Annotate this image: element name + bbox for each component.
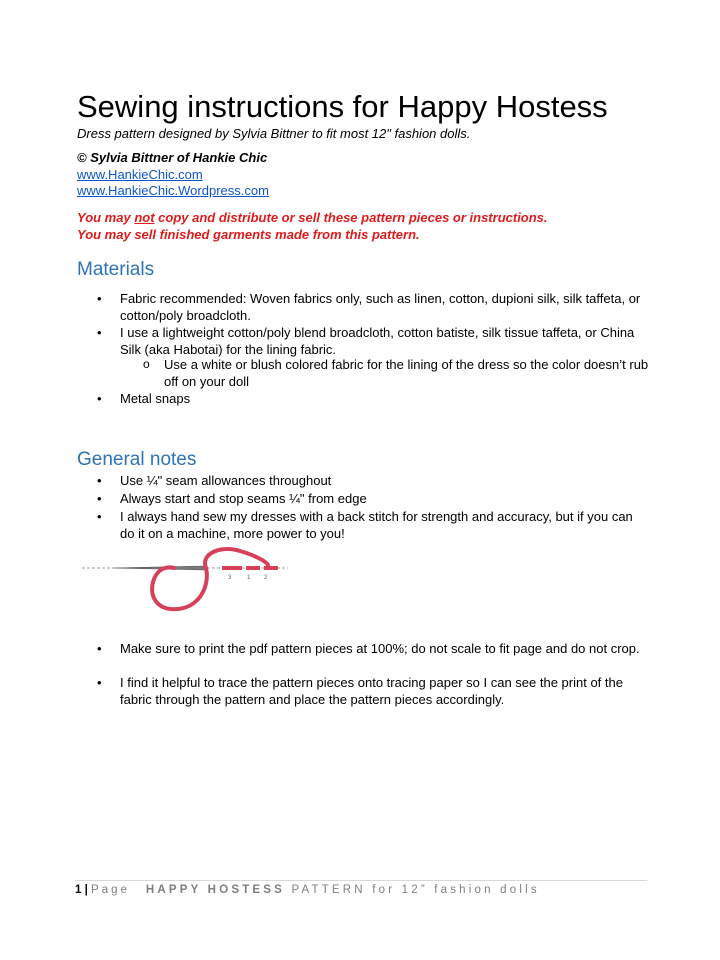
bullet-icon: •	[97, 675, 102, 690]
footer-title-bold: HAPPY HOSTESS	[145, 884, 286, 896]
warning-text: copy and distribute or sell these pattern pieces or instructions.	[154, 210, 548, 225]
footer-title-rest: PATTERN for 12” fashion dolls	[291, 884, 540, 896]
bullet-icon: •	[97, 491, 102, 506]
materials-heading: Materials	[77, 259, 155, 280]
stitch-label: 1	[247, 575, 251, 581]
page-word: Page	[91, 884, 130, 896]
page-title: Sewing instructions for Happy Hostess	[77, 89, 608, 124]
general-note-item: I find it helpful to trace the pattern pieces onto tracing paper so I can see the print of the fabric through the pattern and place the pattern pieces accordingly.	[120, 675, 623, 707]
materials-item: Fabric recommended: Woven fabrics only, such as linen, cotton, dupioni silk, silk taffeta, or cotton/poly broadcloth.	[120, 291, 641, 323]
stitch-label: 2	[264, 575, 268, 581]
warning-text: You may	[77, 210, 135, 225]
blog-link[interactable]: www.HankieChic.Wordpress.com	[77, 183, 269, 198]
thread-loop	[152, 567, 207, 609]
thread-top	[205, 549, 268, 568]
bullet-icon: •	[97, 509, 102, 524]
materials-item: Metal snaps	[120, 391, 191, 406]
bullet-icon: •	[97, 325, 102, 340]
back-stitch-needle-illustration	[82, 545, 292, 623]
page-number: 1	[75, 884, 82, 896]
warning-emphasis: not	[134, 210, 155, 225]
sell-permission-note: You may sell finished garments made from this pattern.	[77, 227, 420, 242]
bullet-icon: •	[97, 291, 102, 306]
bullet-icon: •	[97, 391, 102, 406]
website-link[interactable]: www.HankieChic.com	[77, 167, 203, 182]
general-note-item: Use ¼" seam allowances throughout	[120, 473, 332, 488]
footer-title	[146, 884, 540, 896]
general-note-item: Always start and stop seams ¼" from edge	[120, 491, 367, 506]
sub-bullet-icon: o	[143, 357, 150, 371]
page-footer	[75, 884, 540, 896]
general-note-item: Make sure to print the pdf pattern pieces at 100%; do not scale to fit page and do not crop.	[120, 641, 640, 656]
page-subtitle: Dress pattern designed by Sylvia Bittner to fit most 12" fashion dolls.	[77, 126, 471, 141]
materials-subitem: Use a white or blush colored fabric for the lining of the dress so the color doesn’t rub off on your doll	[164, 357, 649, 389]
footer-separator: |	[84, 884, 88, 896]
copy-warning	[77, 210, 548, 225]
materials-item: I use a lightweight cotton/poly blend broadcloth, cotton batiste, silk tissue taffeta, or China Silk (aka Habotai) for the lining fabric.	[120, 325, 635, 357]
bullet-icon: •	[97, 641, 102, 656]
general-notes-heading: General notes	[77, 449, 197, 470]
copyright-line: © Sylvia Bittner of Hankie Chic	[77, 150, 268, 165]
general-note-item: I always hand sew my dresses with a back stitch for strength and accuracy, but if you can do it on a machine, more power to you!	[120, 509, 633, 541]
bullet-icon: •	[97, 473, 102, 488]
footer-divider	[75, 880, 647, 881]
stitch-label: 3	[228, 575, 232, 581]
